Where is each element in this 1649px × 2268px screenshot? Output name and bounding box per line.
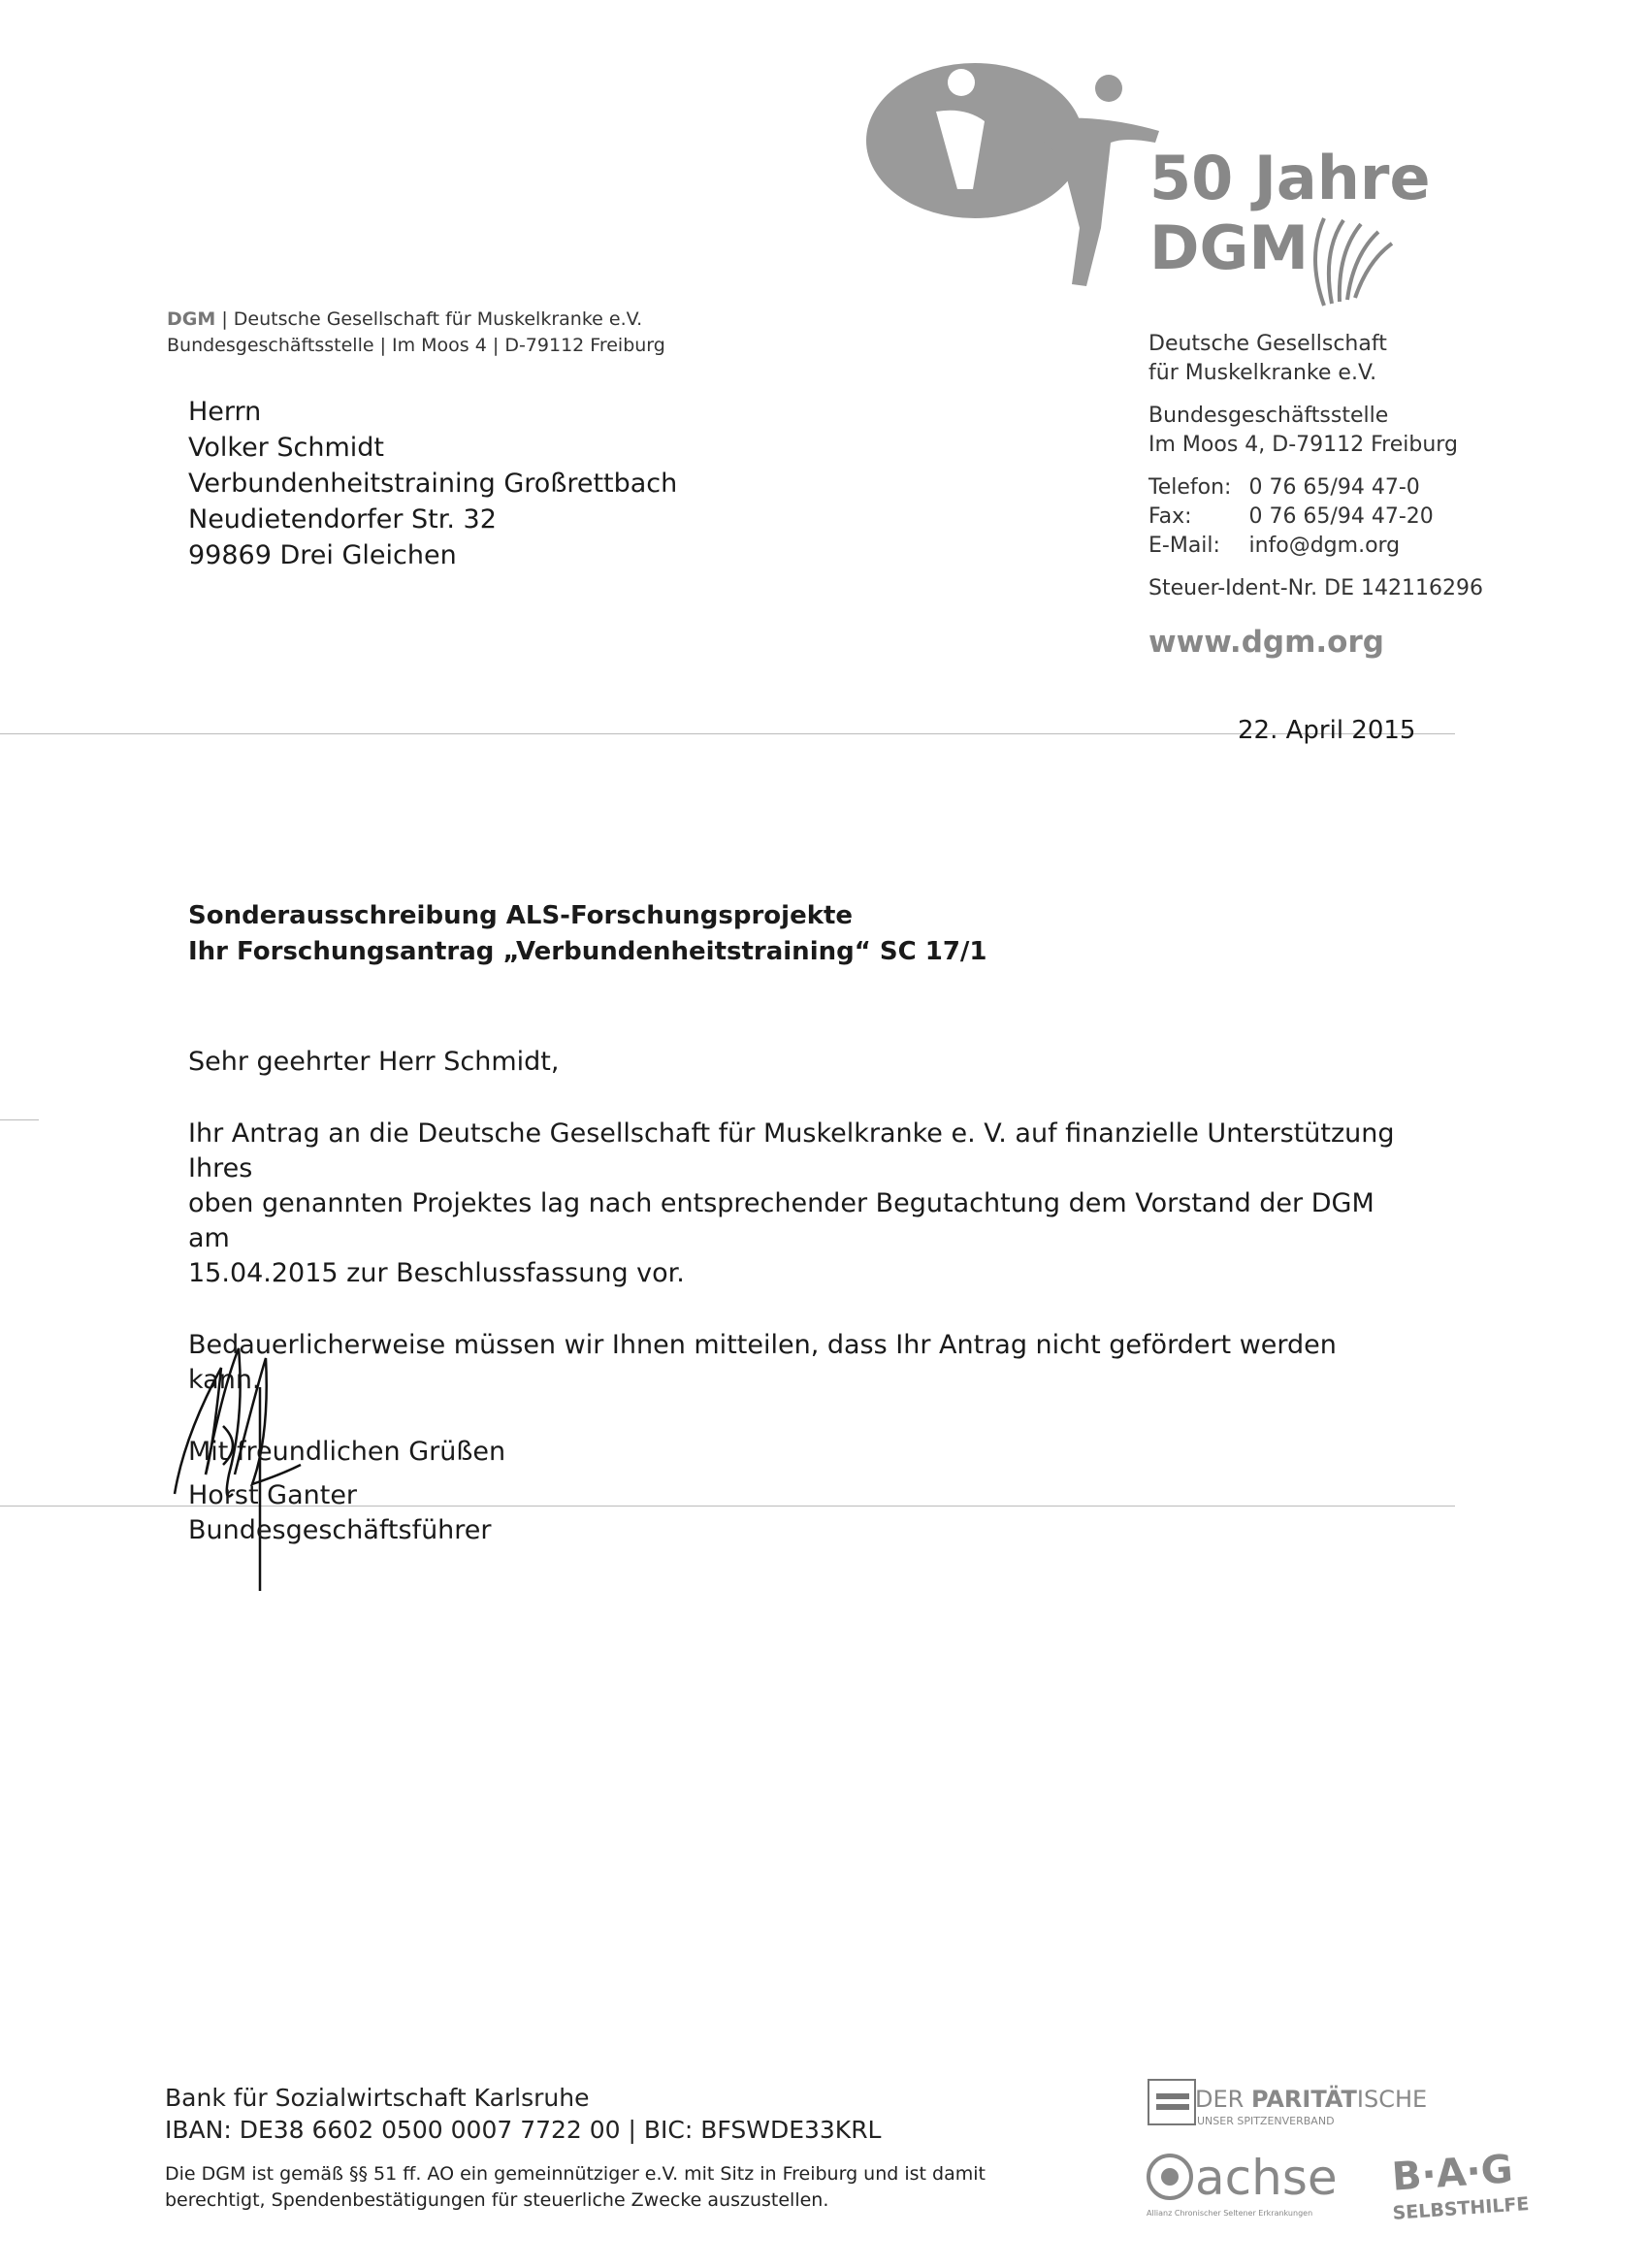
bank-iban: IBAN: DE38 6602 0500 0007 7722 00 | BIC: BFSWDE33KRL [165,2116,882,2144]
bag-selbsthilfe-logo [1387,2144,1531,2231]
salutation: Sehr geehrter Herr Schmidt, [188,1047,560,1077]
handwritten-signature [146,1329,340,1601]
org-name-line1: Deutsche Gesellschaft [1148,332,1387,356]
subject-line1: Sonderausschreibung ALS-Forschungsprojekte [188,901,854,930]
footer-note-line1: Die DGM ist gemäß §§ 51 ff. AO ein gemeinnütziger e.V. mit Sitz in Freiburg und ist damit [165,2163,986,2185]
sender-org-short: DGM [167,308,216,330]
footer-note [165,2161,986,2214]
signatory-title: Bundesgeschäftsführer [188,1515,492,1545]
bag-text: B·A·G [1390,2147,1515,2200]
sender-return-address [167,307,665,359]
achse-logo [1145,2144,1368,2221]
paragraph-1 [188,1117,1410,1291]
recipient-line: 99869 Drei Gleichen [188,540,457,570]
email-value: info@dgm.org [1248,534,1401,558]
footer-note-line2: berechtigt, Spendenbestätigungen für steuerliche Zwecke auszustellen. [165,2189,829,2211]
punch-mark [0,1119,39,1120]
dgm-50-jahre-logo [868,53,1431,315]
email-label: E-Mail: [1148,534,1220,558]
paragraph-2: Bedauerlicherweise müssen wir Ihnen mitteilen, dass Ihr Antrag nicht gefördert werden kann. [188,1330,1337,1395]
org-name-line2: für Muskelkranke e.V. [1148,361,1377,385]
paritaet-part-a: DER [1195,2086,1251,2113]
website: www.dgm.org [1148,625,1384,660]
recipient-line: Neudietendorfer Str. 32 [188,504,497,535]
achse-sub: Allianz Chronischer Seltener Erkrankungen [1147,2209,1313,2218]
recipient-line: Verbundenheitstraining Großrettbach [188,469,678,499]
fax-value: 0 76 65/94 47-20 [1248,504,1434,529]
contact-table [1148,473,1451,561]
subject [188,898,987,970]
letter-date: 22. April 2015 [1238,716,1416,745]
paritaet-part-c: ISCHE [1356,2086,1428,2113]
svg-text:DER PARITÄTISCHE [1195,2085,1427,2113]
logo-fan-icon [1315,218,1392,306]
subject-line2: Ihr Forschungsantrag „Verbundenheitstraining“ SC 17/1 [188,937,987,966]
paragraph-1-line3: 15.04.2015 zur Beschlussfassung vor. [188,1258,685,1288]
bag-sub: SELBSTHILFE [1391,2193,1531,2224]
recipient-address [188,394,677,573]
paritaetische-logo [1147,2072,1428,2134]
paragraph-1-line1: Ihr Antrag an die Deutsche Gesellschaft für Muskelkranke e. V. auf finanzielle Unterstützung Ihres [188,1118,1395,1183]
office-line1: Bundesgeschäftsstelle [1148,404,1389,428]
sender-line2: Bundesgeschäftsstelle | Im Moos 4 | D-79112 Freiburg [167,335,665,356]
logo-line1: 50 Jahre [1149,143,1431,213]
recipient-line: Herrn [188,397,262,427]
tax-id: Steuer-Ident-Nr. DE 142116296 [1148,576,1483,600]
paragraph-1-line2: oben genannten Projektes lag nach entsprechender Begutachtung dem Vorstand der DGM am [188,1188,1374,1253]
phone-label: Telefon: [1148,475,1232,500]
office-line2: Im Moos 4, D-79112 Freiburg [1148,433,1458,457]
signatory [188,1478,492,1548]
sender-line1: | Deutsche Gesellschaft für Muskelkranke e.V. [215,308,643,330]
recipient-line: Volker Schmidt [188,433,384,463]
phone-value: 0 76 65/94 47-0 [1248,475,1420,500]
closing: Mit freundlichen Grüßen [188,1437,506,1467]
letter-body [188,1045,1410,1507]
bank-name: Bank für Sozialwirtschaft Karlsruhe [165,2084,590,2112]
contact-info [1148,330,1483,603]
paritaet-part-b: PARITÄT [1250,2086,1357,2113]
logo-line2: DGM [1149,212,1310,283]
footer-bank [165,2082,882,2146]
signatory-name: Horst Ganter [188,1480,358,1510]
fax-label: Fax: [1148,504,1192,529]
fold-line-top [0,733,1455,734]
paritaet-sub: UNSER SPITZENVERBAND [1197,2115,1335,2127]
achse-text: achse [1195,2150,1338,2206]
